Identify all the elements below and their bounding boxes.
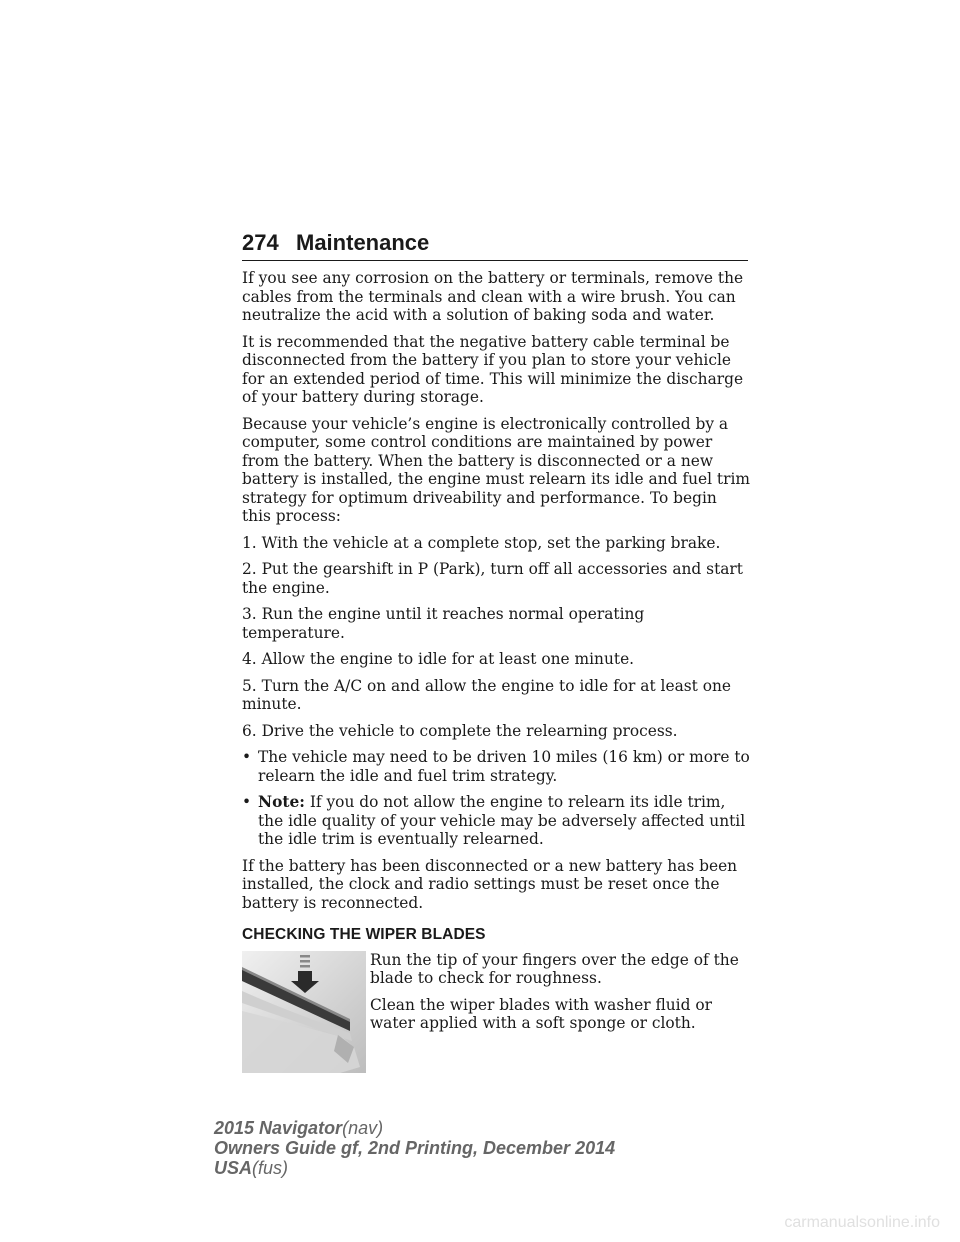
footer-line-2 bbox=[214, 1138, 615, 1158]
footer-region-code: (fus) bbox=[252, 1158, 289, 1178]
bullet-item bbox=[242, 748, 750, 785]
step-2: 2. Put the gearshift in P (Park), turn off all accessories and start the engine. bbox=[242, 560, 743, 597]
footer-region: USA bbox=[214, 1158, 253, 1178]
page-number: 274 bbox=[242, 230, 279, 255]
wiper-text-1: Run the tip of your fingers over the edge of the blade to check for roughness. bbox=[370, 950, 739, 987]
step-1: 1. With the vehicle at a complete stop, set the parking brake. bbox=[242, 533, 721, 552]
footer-line-3 bbox=[214, 1158, 615, 1178]
wiper-blade-illustration-icon bbox=[242, 951, 370, 1073]
wiper-instructions bbox=[370, 951, 750, 1073]
bullet-dot-icon: • bbox=[242, 748, 252, 766]
bullet-dot-icon: • bbox=[242, 793, 252, 811]
wiper-section bbox=[242, 951, 750, 1073]
footer-line-1 bbox=[214, 1118, 615, 1138]
footer-model: 2015 Navigator bbox=[214, 1118, 343, 1138]
wiper-heading: CHECKING THE WIPER BLADES bbox=[242, 926, 486, 943]
note-label: Note: bbox=[258, 793, 305, 811]
bullet-item-note bbox=[242, 793, 750, 849]
page-header bbox=[242, 226, 748, 261]
step-3: 3. Run the engine until it reaches normal operating temperature. bbox=[242, 605, 645, 642]
step-6: 6. Drive the vehicle to complete the relearning process. bbox=[242, 721, 678, 740]
section-title: Maintenance bbox=[296, 230, 430, 255]
step-5: 5. Turn the A/C on and allow the engine to idle for at least one minute. bbox=[242, 676, 732, 713]
footer-guide: Owners Guide gf, 2nd Printing, December 2014 bbox=[214, 1138, 616, 1158]
paragraph-storage: It is recommended that the negative battery cable terminal be disconnected from the battery if you plan to store your vehicle for an extended period of time. This will minimize the discharge of your battery during storage. bbox=[242, 332, 744, 406]
paragraph-corrosion: If you see any corrosion on the battery or terminals, remove the cables from the terminals and clean with a wire brush. You can neutralize the acid with a solution of baking soda and water. bbox=[242, 269, 744, 324]
step-4: 4. Allow the engine to idle for at least one minute. bbox=[242, 650, 635, 668]
paragraph-relearn: Because your vehicle’s engine is electronically controlled by a computer, some control conditions are maintained by power from the battery. When the battery is disconnected or a new battery is installed, the engine must relearn its idle and fuel trim strategy for optimum driveability and performance. To begin this process: bbox=[242, 414, 750, 525]
watermark: carmanualsonline.info bbox=[784, 1214, 940, 1231]
footer bbox=[214, 1118, 615, 1178]
bullet-note bbox=[258, 793, 750, 849]
wiper-text-2: Clean the wiper blades with washer fluid or water applied with a soft sponge or cloth. bbox=[370, 995, 712, 1032]
note-text: If you do not allow the engine to relearn its idle trim, the idle quality of your vehicle may be adversely affected until the idle trim is eventually relearned. bbox=[258, 793, 746, 848]
footer-model-code: (nav) bbox=[342, 1118, 384, 1138]
body-content bbox=[242, 269, 750, 1073]
bullet-text: The vehicle may need to be driven 10 miles (16 km) or more to relearn the idle and fuel trim strategy. bbox=[258, 748, 750, 785]
paragraph-reset: If the battery has been disconnected or a new battery has been installed, the clock and radio settings must be reset once the battery is reconnected. bbox=[242, 856, 738, 912]
